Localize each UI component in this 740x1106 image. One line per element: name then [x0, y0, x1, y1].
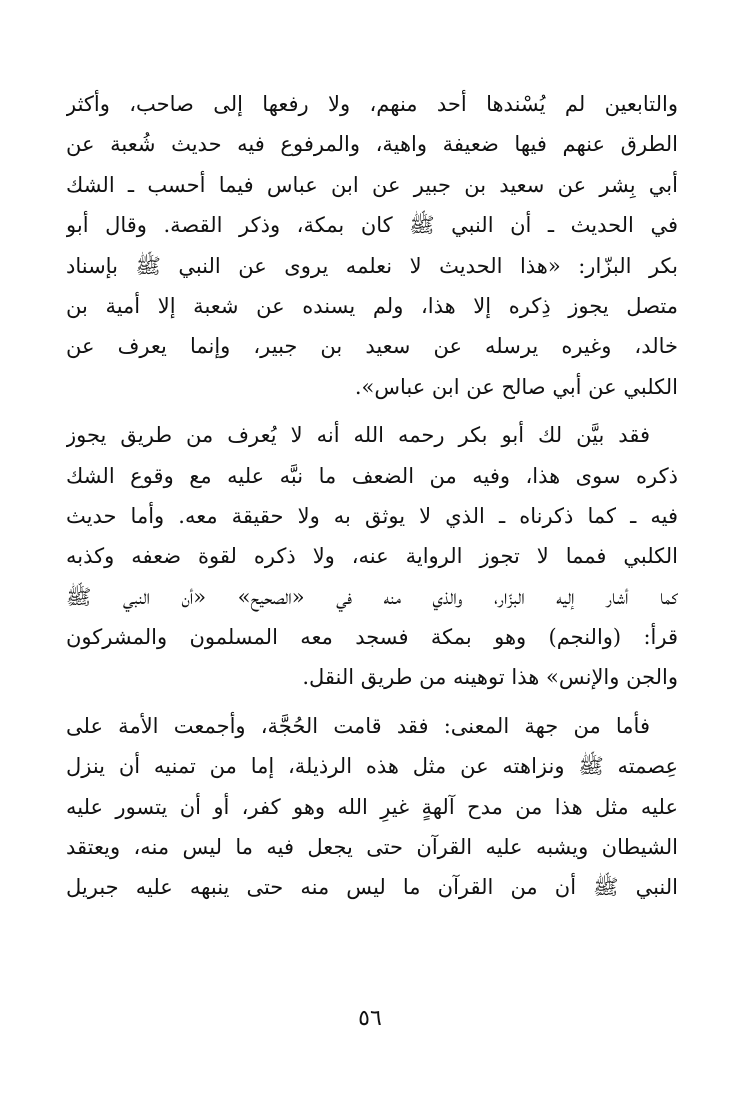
text-line: بكر البزّار: «هذا الحديث لا نعلمه يروى عن النبي ﷺ بإسناد [66, 253, 678, 278]
text-line: فأما من جهة المعنى: فقد قامت الحُجَّة، وأجمعت الأمة على [66, 713, 650, 738]
text-line: الكلبي فمما لا تجوز الرواية عنه، ولا ذكره لقوة ضعفه وكذبه [66, 544, 678, 569]
text-line: عليه مثل هذا من مدح آلهةٍ غيرِ الله وهو كفر، أو أن يتسور عليه [66, 794, 678, 819]
text-line: خالد، وغيره يرسله عن سعيد بن جبير، وإنما يعرف عن [66, 334, 678, 359]
text-line: متصل يجوز ذِكره إلا هذا، ولم يسنده عن شعبة إلا أمية بن [66, 293, 678, 318]
body-text [66, 84, 678, 908]
text-line: الطرق عنهم فيها ضعيفة واهية، والمرفوع فيه حديث شُعبة عن [66, 132, 678, 157]
text-line: الكلبي عن أبي صالح عن ابن عباس». [354, 374, 678, 399]
text-line: فيه ـ كما ذكرناه ـ الذي لا يوثق به ولا حقيقة معه. وأما حديث [66, 503, 678, 528]
text-line: كما أشار إليه البزّار، والذي منه في «الصحيح» «أن النبي ﷺ [66, 584, 678, 609]
text-line: قرأ: (والنجم) وهو بمكة فسجد معه المسلمون والمشركون [66, 625, 678, 650]
text-line: والتابعين لم يُسْندها أحد منهم، ولا رفعها إلى صاحب، وأكثر [66, 92, 678, 116]
text-line: أبي بِشر عن سعيد بن جبير عن ابن عباس فيما أحسب ـ الشك [66, 172, 678, 197]
text-line: فقد بيَّن لك أبو بكر رحمه الله أنه لا يُعرف من طريق يجوز [66, 423, 650, 448]
text-line: ذكره سوى هذا، وفيه من الضعف ما نبَّه عليه مع وقوع الشك [66, 463, 678, 488]
text-line: في الحديث ـ أن النبي ﷺ كان بمكة، وذكر القصة. وقال أبو [66, 213, 678, 238]
text-line: الشيطان ويشبه عليه القرآن حتى يجعل فيه ما ليس منه، ويعتقد [66, 835, 678, 860]
text-line: النبي ﷺ أن من القرآن ما ليس منه حتى ينبهه عليه جبريل [66, 875, 678, 900]
text-line: عِصمته ﷺ ونزاهته عن مثل هذه الرذيلة، إما من تمنيه أن ينزل [66, 754, 678, 779]
text-line: والجن والإنس» هذا توهينه من طريق النقل. [302, 665, 678, 690]
page-number: ٥٦ [358, 1006, 382, 1031]
